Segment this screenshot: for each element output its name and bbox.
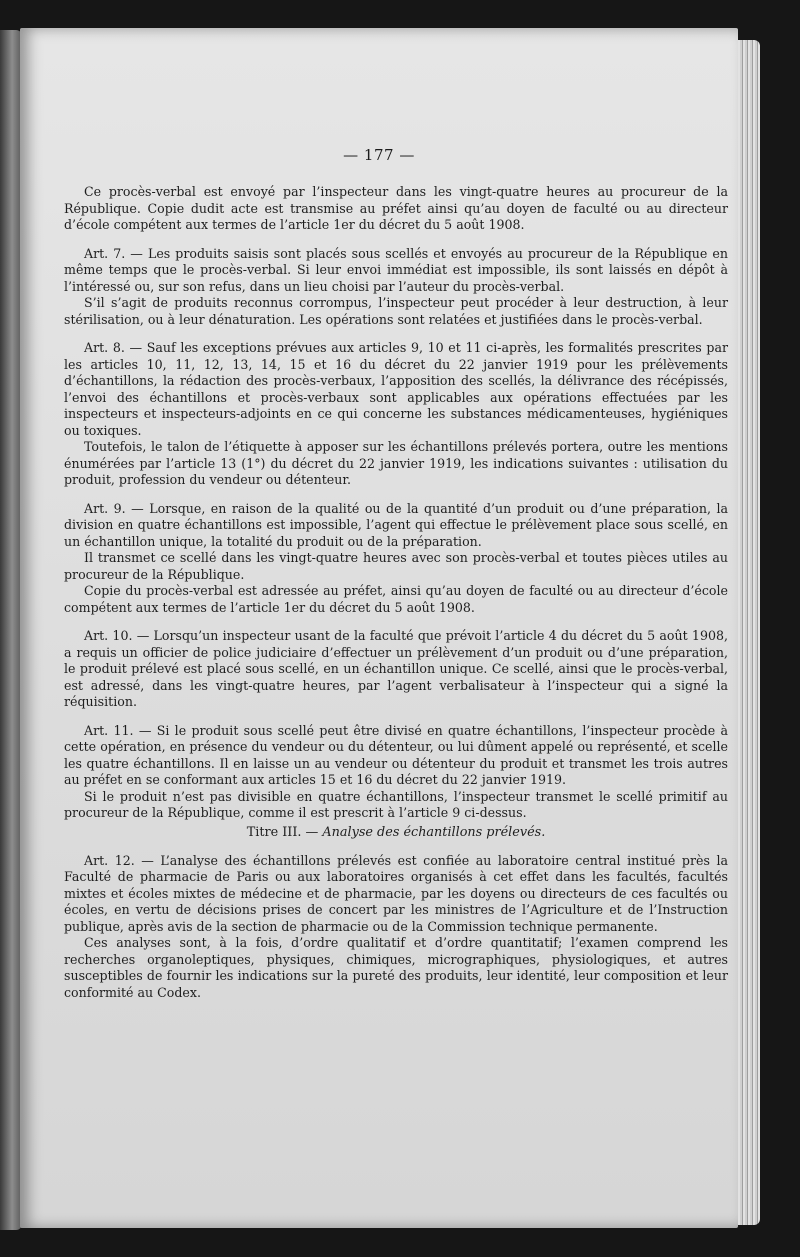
page-body [64, 184, 728, 1001]
paragraph-intro: Ce procès-verbal est envoyé par l’inspecteur dans les vingt-quatre heures au procureur de la République. Copie dudit acte est transmise au préfet ainsi qu’au doyen de faculté ou au directeur d’école compétent aux termes de l’article 1er du décret du 5 août 1908. [64, 184, 728, 232]
section-title-iii [64, 824, 728, 841]
section-title-italic: Analyse des échantillons prélevés. [322, 824, 546, 840]
previous-page-edge [0, 30, 22, 1230]
section-title-prefix: Titre III. — [246, 824, 323, 840]
paragraph-art-9-cont: Il transmet ce scellé dans les vingt-quatre heures avec son procès-verbal et toutes pièces utiles au procureur de la République. [64, 550, 728, 582]
paragraph-art-11-cont: Si le produit n’est pas divisible en quatre échantillons, l’inspecteur transmet le scellé primitif au procureur de la République, comme il est prescrit à l’article 9 ci-dessus. [64, 788, 728, 820]
paragraph-art-11: Art. 11. — Si le produit sous scellé peut être divisé en quatre échantillons, l’inspecteur procède à cette opération, en présence du vendeur ou du détenteur, ou lui dûment appelé ou représenté, et scelle les quatre échantillons. Il en laisse un au vendeur ou détenteur du produit et transmet les trois autres au préfet en se conformant aux articles 15 et 16 du décret du 22 janvier 1919. [64, 722, 728, 787]
paragraph-art-7: Art. 7. — Les produits saisis sont placés sous scellés et envoyés au procureur de la République en même temps que le procès-verbal. Si leur envoi immédiat est impossible, ils sont laissés en dépôt à l’intéressé ou, sur son refus, dans un lieu choisi par l’auteur du procès-verbal. [64, 245, 728, 294]
paragraph-art-8-cont: Toutefois, le talon de l’étiquette à apposer sur les échantillons prélevés portera, outre les mentions énumérées par l’article 13 (1°) du décret du 22 janvier 1919, les indications suivantes : utilisation du produit, profession du vendeur ou détenteur. [64, 439, 728, 487]
paragraph-art-12: Art. 12. — L’analyse des échantillons prélevés est confiée au laboratoire central institué près la Faculté de pharmacie de Paris ou aux laboratoires organisés à cet effet dans les facultés, facultés mixtes et écoles mixtes de médecine et de pharmacie, par les doyens ou directeurs de ces facultés ou écoles, en vertu de décisions prises de concert par les ministres de l’Agriculture et de l’Instruction publique, après avis de la section de pharmacie ou de la Commission technique permanente. [64, 852, 728, 934]
paragraph-art-12-cont: Ces analyses sont, à la fois, d’ordre qualitatif et d’ordre quantitatif; l’examen comprend les recherches organoleptiques, physiques, chimiques, micrographiques, physiologiques, et autres susceptibles de fournir les indications sur la pureté des produits, leur identité, leur composition et leur conformité au Codex. [64, 935, 728, 1000]
paragraph-art-9: Art. 9. — Lorsque, en raison de la qualité ou de la quantité d’un produit ou d’une préparation, la division en quatre échantillons est impossible, l’agent qui effectue le prélèvement place sous scellé, en un échantillon unique, la totalité du produit ou de la préparation. [64, 500, 728, 549]
paragraph-art-7-cont: S’il s’agit de produits reconnus corrompus, l’inspecteur peut procéder à leur destruction, à leur stérilisation, ou à leur dénaturation. Les opérations sont relatées et justifiées dans le procès-verbal. [64, 295, 728, 327]
page-number: — 177 — [343, 146, 415, 164]
paragraph-art-10: Art. 10. — Lorsqu’un inspecteur usant de la faculté que prévoit l’article 4 du décret du 5 août 1908, a requis un officier de police judiciaire d’effectuer un prélèvement d’un produit ou d’une préparation, le produit prélevé est placé sous scellé, en un échantillon unique. Ce scellé, ainsi que le procès-verbal, est adressé, dans les vingt-quatre heures, par l’agent verbalisateur à l’inspecteur qui a signé la réquisition. [64, 628, 728, 709]
paragraph-art-8: Art. 8. — Sauf les exceptions prévues aux articles 9, 10 et 11 ci-après, les formalités prescrites par les articles 10, 11, 12, 13, 14, 15 et 16 du décret du 22 janvier 1919 pour les prélèvements d’échantillons, la rédaction des procès-verbaux, l’apposition des scellés, la délivrance des récépissés, l’envoi des échantillons et procès-verbaux sont applicables aux opérations effectuées par les inspecteurs et inspecteurs-adjoints en ce qui concerne les substances médicamenteuses, hygiéniques ou toxiques. [64, 340, 728, 438]
paragraph-art-9-copy: Copie du procès-verbal est adressée au préfet, ainsi qu’au doyen de faculté ou au directeur d’école compétent aux termes de l’article 1er du décret du 5 août 1908. [64, 583, 728, 615]
